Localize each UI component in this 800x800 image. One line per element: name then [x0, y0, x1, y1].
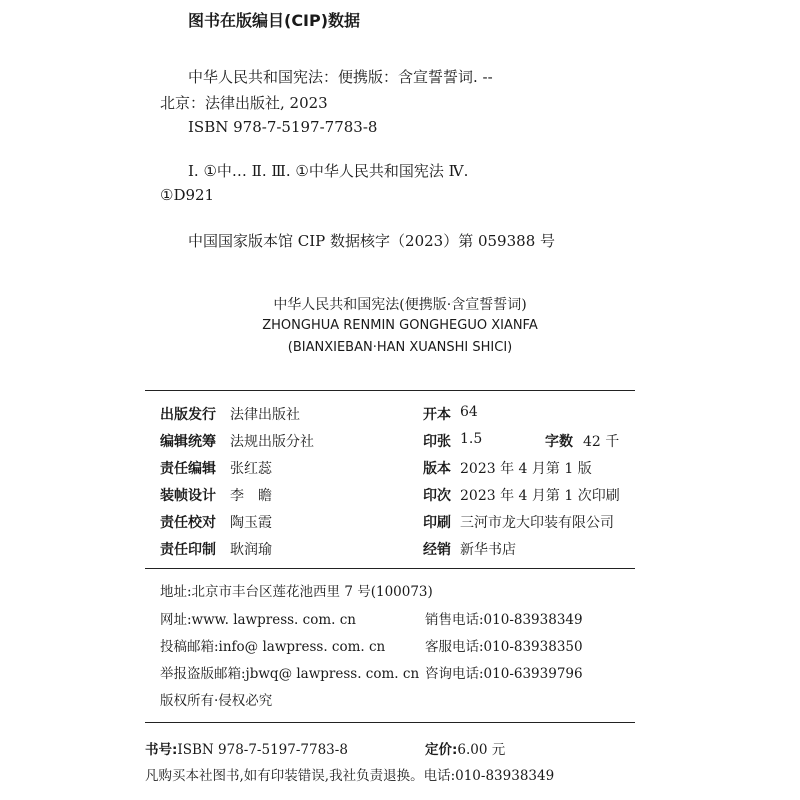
- info-value: 耿润瑜: [230, 542, 272, 558]
- info-value: 64: [460, 404, 478, 420]
- info-label: 字数: [545, 434, 573, 450]
- cip-classification-code: ①D921: [160, 186, 215, 204]
- info-value: 新华书店: [460, 542, 516, 558]
- cip-heading: 图书在版编目(CIP)数据: [188, 11, 361, 30]
- info-label: 印次: [423, 488, 451, 504]
- book-number: [145, 738, 348, 758]
- info-value: 1.5: [460, 431, 483, 447]
- service-phone: 客服电话:010-83938350: [425, 639, 583, 655]
- info-value: 2023 年 4 月第 1 版: [460, 461, 592, 477]
- info-value: 三河市龙大印装有限公司: [460, 515, 614, 531]
- submission-email: 投稿邮箱:info@ lawpress. com. cn: [160, 639, 386, 655]
- info-value: 张红蕊: [230, 461, 272, 477]
- info-label: 责任校对: [160, 515, 216, 531]
- info-value: 2023 年 4 月第 1 次印刷: [460, 488, 620, 504]
- book-title-en: ZHONGHUA RENMIN GONGHEGUO XIANFA: [262, 318, 538, 333]
- inquiry-phone: 咨询电话:010-63939796: [425, 666, 583, 682]
- info-label: 责任编辑: [160, 461, 216, 477]
- return-notice: 凡购买本社图书,如有印装错误,我社负责退换。电话:010-83938349: [145, 768, 555, 784]
- price-label: 定价:: [425, 742, 458, 758]
- piracy-report-email: 举报盗版邮箱:jbwq@ lawpress. com. cn: [160, 666, 420, 682]
- cip-approval-number: 中国国家版本馆 CIP 数据核字（2023）第 059388 号: [188, 232, 556, 250]
- publisher-website: 网址:www. lawpress. com. cn: [160, 612, 356, 628]
- info-value: 法规出版分社: [230, 434, 314, 450]
- divider-middle: [145, 568, 635, 569]
- cip-classification: Ⅰ. ①中… Ⅱ. Ⅲ. ①中华人民共和国宪法 Ⅳ.: [188, 162, 469, 180]
- info-value: 42 千: [583, 434, 620, 450]
- info-label: 印张: [423, 434, 451, 450]
- copyright-notice: 版权所有·侵权必究: [160, 693, 273, 709]
- info-label: 经销: [423, 542, 451, 558]
- book-number-value: ISBN 978-7-5197-7783-8: [177, 742, 348, 758]
- info-value: 李 瞻: [230, 488, 272, 504]
- info-label: 版本: [423, 461, 451, 477]
- info-label: 印刷: [423, 515, 451, 531]
- publisher-address: 地址:北京市丰台区莲花池西里 7 号(100073): [160, 584, 433, 600]
- info-label: 责任印制: [160, 542, 216, 558]
- info-value: 陶玉霞: [230, 515, 272, 531]
- divider-top: [145, 390, 635, 391]
- info-label: 装帧设计: [160, 488, 216, 504]
- sales-phone: 销售电话:010-83938349: [425, 612, 583, 628]
- divider-bottom: [145, 722, 635, 723]
- book-title-cn: 中华人民共和国宪法(便携版·含宣誓誓词): [273, 297, 527, 313]
- book-subtitle-en: (BIANXIEBAN·HAN XUANSHI SHICI): [287, 340, 513, 355]
- cip-publisher-line: 北京：法律出版社, 2023: [160, 94, 328, 112]
- price-value: 6.00 元: [457, 742, 506, 758]
- info-label: 开本: [423, 407, 451, 423]
- info-label: 出版发行: [160, 407, 216, 423]
- info-label: 编辑统筹: [160, 434, 216, 450]
- book-number-label: 书号:: [145, 742, 178, 758]
- cip-title-line: 中华人民共和国宪法：便携版：含宣誓誓词. --: [188, 68, 493, 86]
- info-value: 法律出版社: [230, 407, 300, 423]
- price: [425, 738, 505, 758]
- cip-isbn: ISBN 978-7-5197-7783-8: [188, 118, 378, 136]
